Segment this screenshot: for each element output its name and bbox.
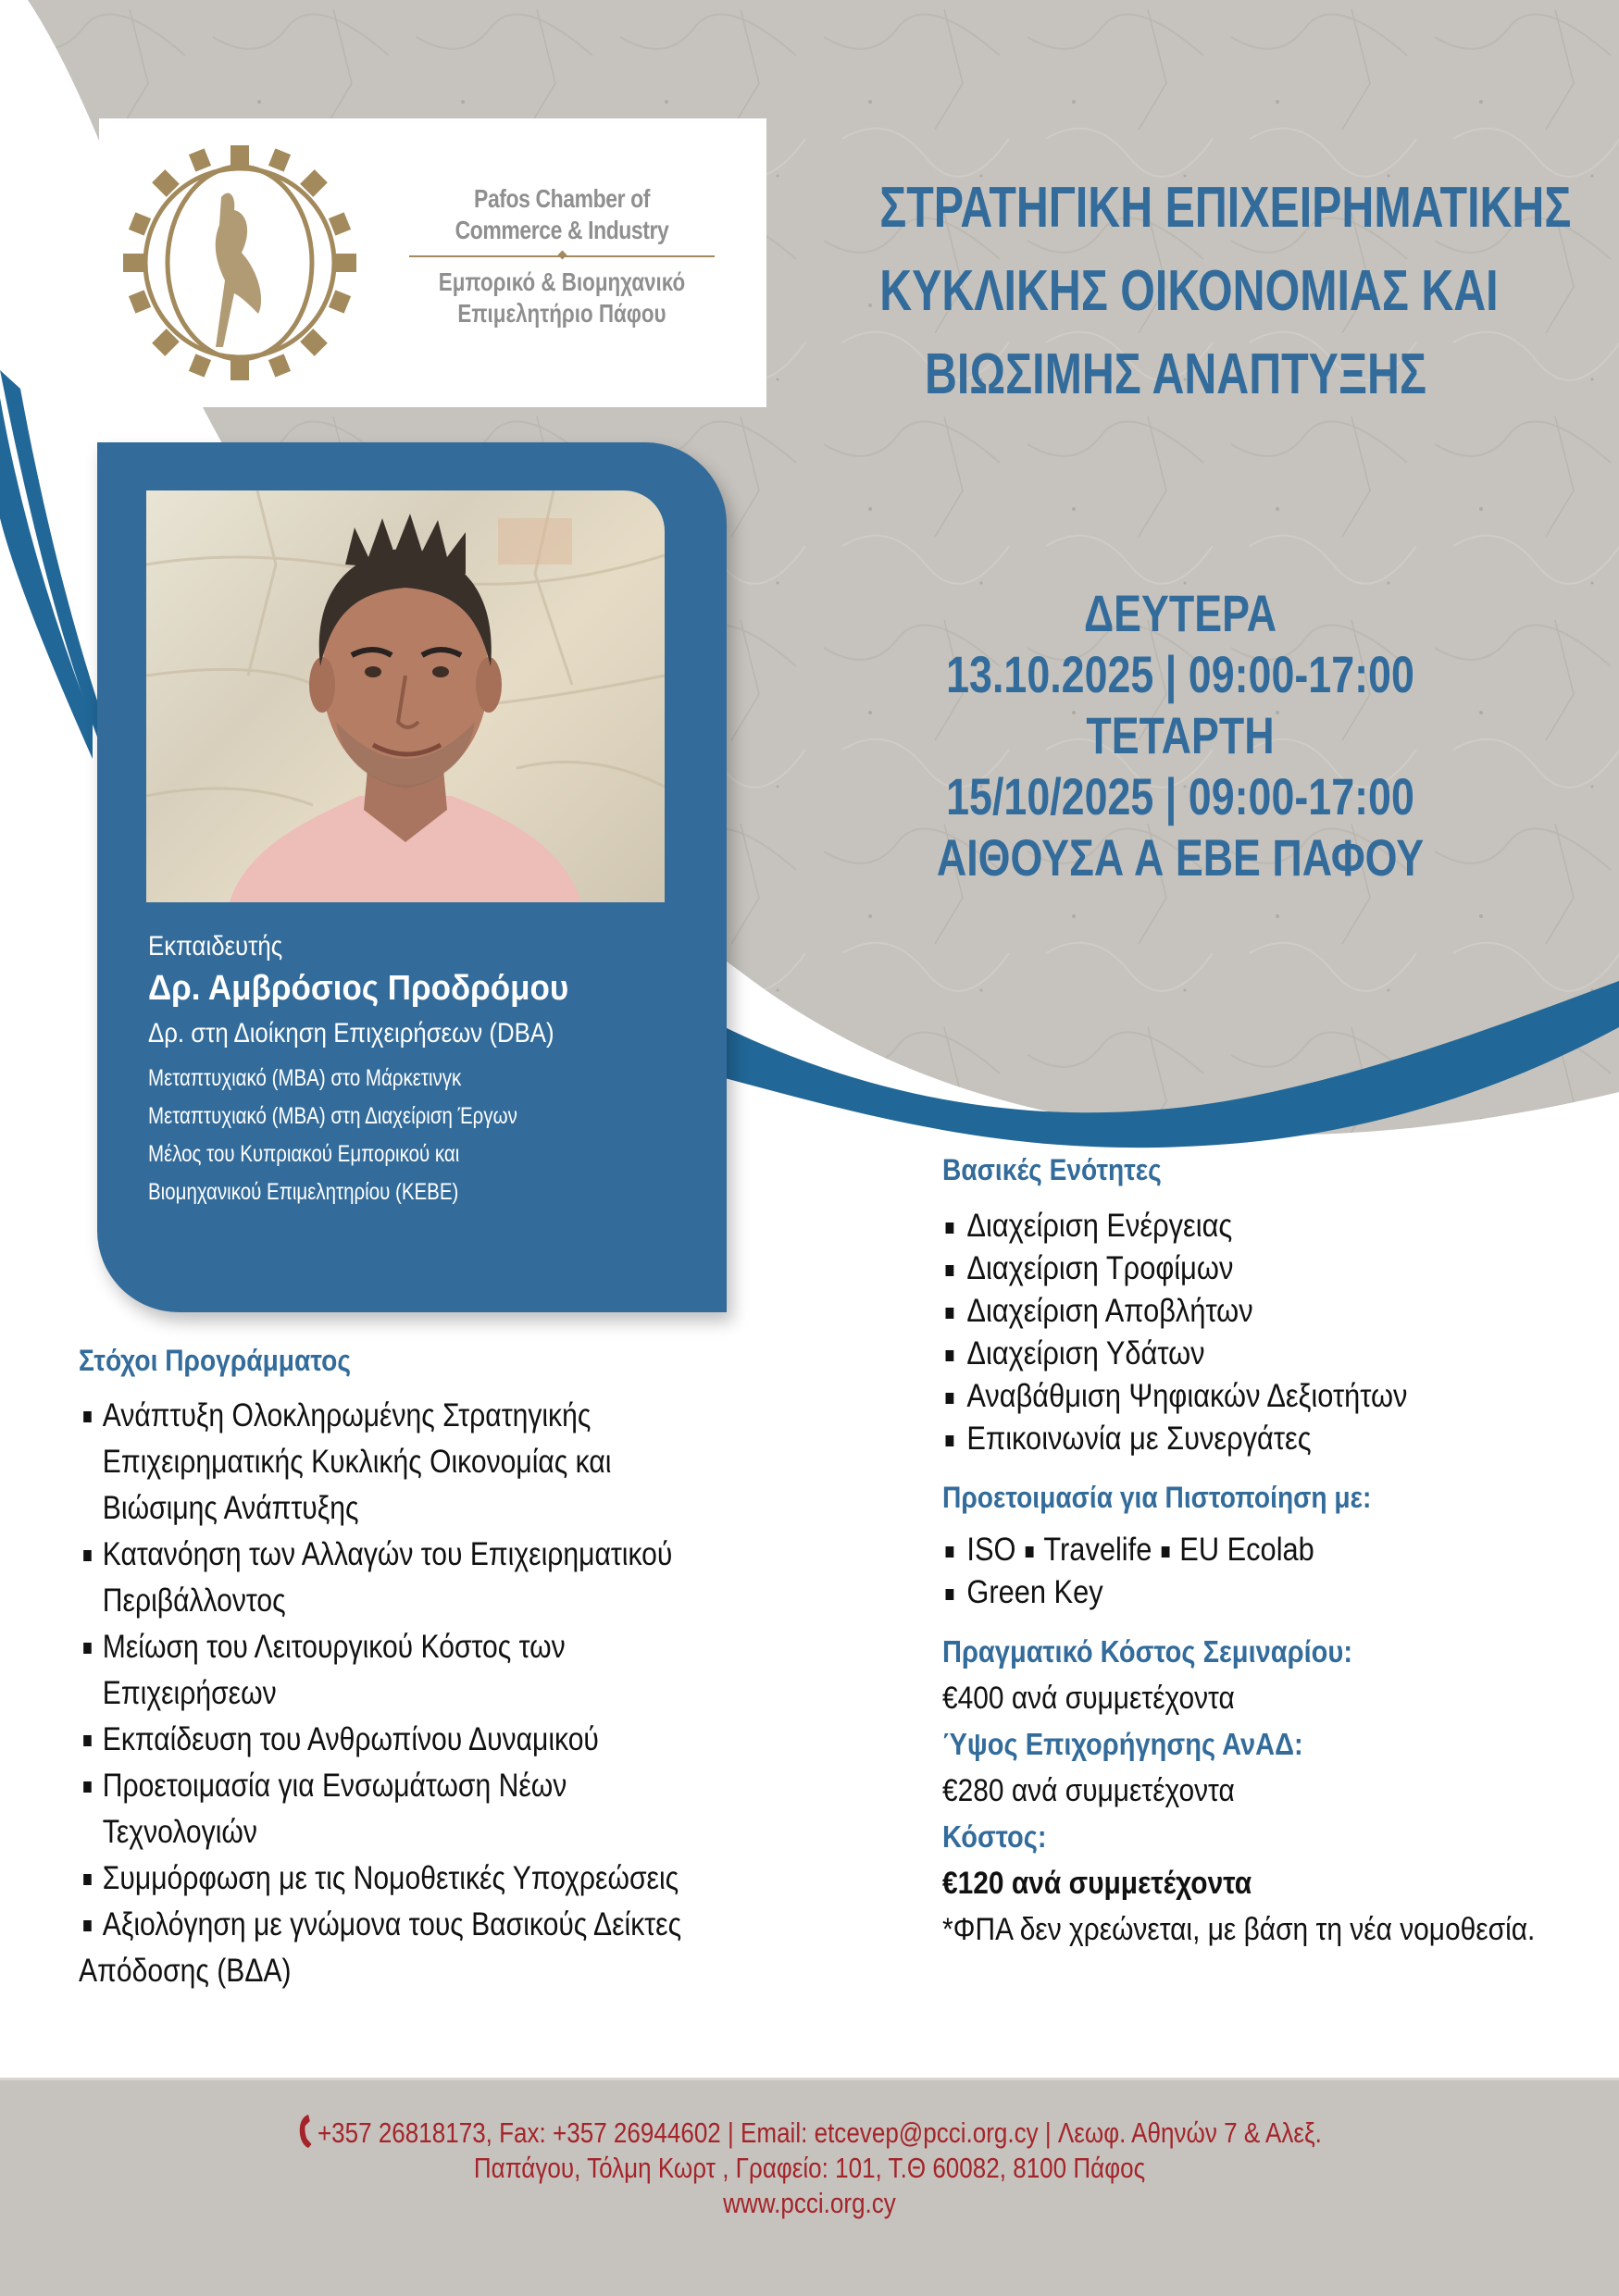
objective-text: Ανάπτυξη Ολοκληρωμένης Στρατηγικής bbox=[102, 1397, 592, 1433]
objective-item bbox=[79, 1393, 890, 1532]
objective-item bbox=[79, 1624, 890, 1717]
day2-name: ΤΕΤΑΡΤΗ bbox=[1086, 706, 1275, 764]
portrait-image bbox=[146, 490, 665, 902]
final-cost-label: Κόστος: bbox=[942, 1819, 1047, 1854]
square-bullet-icon bbox=[83, 1735, 92, 1746]
trainer-credential: Βιομηχανικού Επιμελητηρίου (ΚΕΒΕ) bbox=[148, 1179, 459, 1205]
certification-row bbox=[942, 1529, 1513, 1571]
square-bullet-icon bbox=[946, 1350, 954, 1361]
trainer-role: Εκπαιδευτής bbox=[148, 931, 283, 962]
contact-footer bbox=[0, 2078, 1619, 2296]
objective-item bbox=[79, 1532, 890, 1624]
contact-details bbox=[0, 2113, 1619, 2221]
square-bullet-icon bbox=[946, 1435, 954, 1446]
module-text: Επικοινωνία με Συνεργάτες bbox=[966, 1421, 1312, 1457]
square-bullet-icon bbox=[946, 1589, 954, 1600]
schedule-block bbox=[903, 583, 1458, 888]
objective-text: Απόδοσης (ΒΔΑ) bbox=[79, 1953, 292, 1989]
trainer-card bbox=[97, 442, 727, 1312]
certification-heading: Προετοιμασία για Πιστοποίηση με: bbox=[942, 1481, 1372, 1514]
contact-line-1 bbox=[130, 2113, 1489, 2151]
certification-item: Travelife bbox=[1043, 1532, 1152, 1568]
objective-item bbox=[79, 1855, 890, 1902]
contact-address: Παπάγου, Τόλμη Κωρτ , Γραφείο: 101, Τ.Θ 60082, 8100 Πάφος bbox=[473, 2152, 1146, 2184]
objectives-heading: Στόχοι Προγράμματος bbox=[79, 1344, 351, 1377]
certification-item: EU Ecolab bbox=[1179, 1532, 1314, 1568]
objective-text: Συμμόρφωση με τις Νομοθετικές Υποχρεώσεις bbox=[102, 1860, 679, 1896]
seminar-title-line3: ΒΙΩΣΙΜΗΣ ΑΝΑΠΤΥΞΗΣ bbox=[924, 342, 1427, 406]
module-item bbox=[942, 1247, 1513, 1290]
certification-list bbox=[942, 1529, 1590, 1614]
square-bullet-icon bbox=[83, 1781, 92, 1793]
cost-section bbox=[942, 1629, 1590, 1953]
certification-row bbox=[942, 1571, 1513, 1614]
objective-text: Εκπαίδευση του Ανθρωπίνου Δυναμικού bbox=[102, 1721, 599, 1757]
objective-item bbox=[79, 1717, 890, 1763]
square-bullet-icon bbox=[946, 1265, 954, 1276]
modules-list bbox=[942, 1205, 1590, 1460]
chamber-logo bbox=[99, 118, 766, 407]
square-bullet-icon bbox=[83, 1920, 92, 1931]
square-bullet-icon bbox=[946, 1308, 954, 1319]
module-item bbox=[942, 1333, 1513, 1375]
subsidy-value: €280 ανά συμμετέχοντα bbox=[942, 1773, 1235, 1808]
trainer-name: Δρ. Αμβρόσιος Προδρόμου bbox=[148, 969, 569, 1008]
square-bullet-icon bbox=[83, 1874, 92, 1885]
chamber-name-en-line1: Pafos Chamber of bbox=[474, 184, 650, 213]
objective-text: Επιχειρήσεων bbox=[102, 1675, 277, 1711]
square-bullet-icon bbox=[946, 1546, 954, 1558]
program-objectives bbox=[79, 1337, 893, 1994]
certification-item: Green Key bbox=[966, 1574, 1103, 1610]
chamber-name-en-line2: Commerce & Industry bbox=[455, 216, 669, 244]
square-bullet-icon bbox=[83, 1550, 92, 1561]
trainer-degree: Δρ. στη Διοίκηση Επιχειρήσεων (DBA) bbox=[148, 1018, 554, 1049]
seminar-title-line2: ΚΥΚΛΙΚΗΣ ΟΙΚΟΝΟΜΙΑΣ ΚΑΙ bbox=[879, 259, 1499, 323]
objectives-list bbox=[79, 1393, 893, 1994]
seminar-title-line1: ΣΤΡΑΤΗΓΙΚΗ ΕΠΙΧΕΙΡΗΜΑΤΙΚΗΣ bbox=[879, 176, 1572, 240]
contact-phone-fax-email: +357 26818173, Fax: +357 26944602 | Email: etcevep@pcci.org.cy | Λεωφ. Αθηνών 7 & Αλεξ. bbox=[317, 2116, 1322, 2149]
square-bullet-icon bbox=[1026, 1546, 1034, 1558]
module-item bbox=[942, 1205, 1513, 1247]
phone-icon bbox=[297, 2113, 314, 2150]
objective-text: Μείωση του Λειτουργικού Κόστος των bbox=[102, 1629, 566, 1665]
chamber-name-gr-line1: Εμπορικό & Βιομηχανικό bbox=[438, 267, 686, 296]
trainer-info bbox=[148, 928, 704, 1211]
chamber-name bbox=[377, 183, 747, 329]
module-text: Διαχείριση Τροφίμων bbox=[966, 1250, 1234, 1286]
trainer-photo bbox=[146, 490, 665, 902]
square-bullet-icon bbox=[83, 1643, 92, 1654]
real-cost-label: Πραγματικό Κόστος Σεμιναρίου: bbox=[942, 1634, 1352, 1669]
objective-text: Αξιολόγηση με γνώμονα τους Βασικούς Δείκτες bbox=[102, 1906, 682, 1942]
objective-text: Τεχνολογιών bbox=[102, 1814, 257, 1850]
objective-text: Προετοιμασία για Ενσωμάτωση Νέων bbox=[102, 1768, 567, 1804]
logo-divider bbox=[409, 255, 715, 257]
module-text: Διαχείριση Αποβλήτων bbox=[966, 1293, 1253, 1329]
day1-name: ΔΕΥΤΕΡΑ bbox=[1083, 584, 1277, 642]
square-bullet-icon bbox=[946, 1393, 954, 1404]
website-link[interactable]: www.pcci.org.cy bbox=[723, 2187, 896, 2219]
vat-note: *ΦΠΑ δεν χρεώνεται, με βάση τη νέα νομοθεσία. bbox=[942, 1912, 1536, 1947]
objective-text: Επιχειρηματικής Κυκλικής Οικονομίας και bbox=[102, 1444, 612, 1480]
square-bullet-icon bbox=[1162, 1546, 1170, 1558]
square-bullet-icon bbox=[83, 1411, 92, 1422]
gear-hermes-emblem-icon bbox=[119, 142, 360, 384]
module-item bbox=[942, 1290, 1513, 1333]
objective-text: Βιώσιμης Ανάπτυξης bbox=[102, 1490, 359, 1526]
final-cost-value: €120 ανά συμμετέχοντα bbox=[942, 1866, 1252, 1901]
objective-text: Κατανόηση των Αλλαγών του Επιχειρηματικού bbox=[102, 1536, 673, 1572]
trainer-credential: Μεταπτυχιακό (MBA) στο Μάρκετινγκ bbox=[148, 1065, 462, 1091]
day2-datetime: 15/10/2025 | 09:00-17:00 bbox=[946, 767, 1414, 825]
square-bullet-icon bbox=[946, 1222, 954, 1234]
subsidy-label: Ύψος Επιχορήγησης ΑνΑΔ: bbox=[942, 1727, 1303, 1761]
trainer-credential: Μέλος του Κυπριακού Εμπορικού και bbox=[148, 1141, 460, 1167]
certification-item: ISO bbox=[966, 1532, 1016, 1568]
seminar-title bbox=[879, 167, 1572, 416]
trainer-credentials bbox=[148, 1060, 704, 1211]
objective-item bbox=[79, 1763, 890, 1855]
certification-section bbox=[942, 1473, 1590, 1614]
program-details bbox=[942, 1146, 1590, 1953]
objective-text: Περιβάλλοντος bbox=[102, 1582, 286, 1619]
real-cost-value: €400 ανά συμμετέχοντα bbox=[942, 1681, 1235, 1716]
day1-datetime: 13.10.2025 | 09:00-17:00 bbox=[946, 645, 1414, 703]
venue: ΑΙΘΟΥΣΑ Α ΕΒΕ ΠΑΦΟΥ bbox=[936, 828, 1425, 887]
module-item bbox=[942, 1375, 1513, 1418]
module-text: Διαχείριση Υδάτων bbox=[966, 1335, 1205, 1371]
module-text: Αναβάθμιση Ψηφιακών Δεξιοτήτων bbox=[966, 1378, 1408, 1414]
module-text: Διαχείριση Ενέργειας bbox=[966, 1208, 1233, 1244]
module-item bbox=[942, 1418, 1513, 1460]
trainer-credential: Μεταπτυχιακό (MBA) στη Διαχείριση Έργων bbox=[148, 1103, 517, 1129]
chamber-name-gr-line2: Επιμελητήριο Πάφου bbox=[457, 299, 666, 328]
objective-item bbox=[79, 1902, 890, 1994]
modules-heading: Βασικές Ενότητες bbox=[942, 1153, 1162, 1186]
